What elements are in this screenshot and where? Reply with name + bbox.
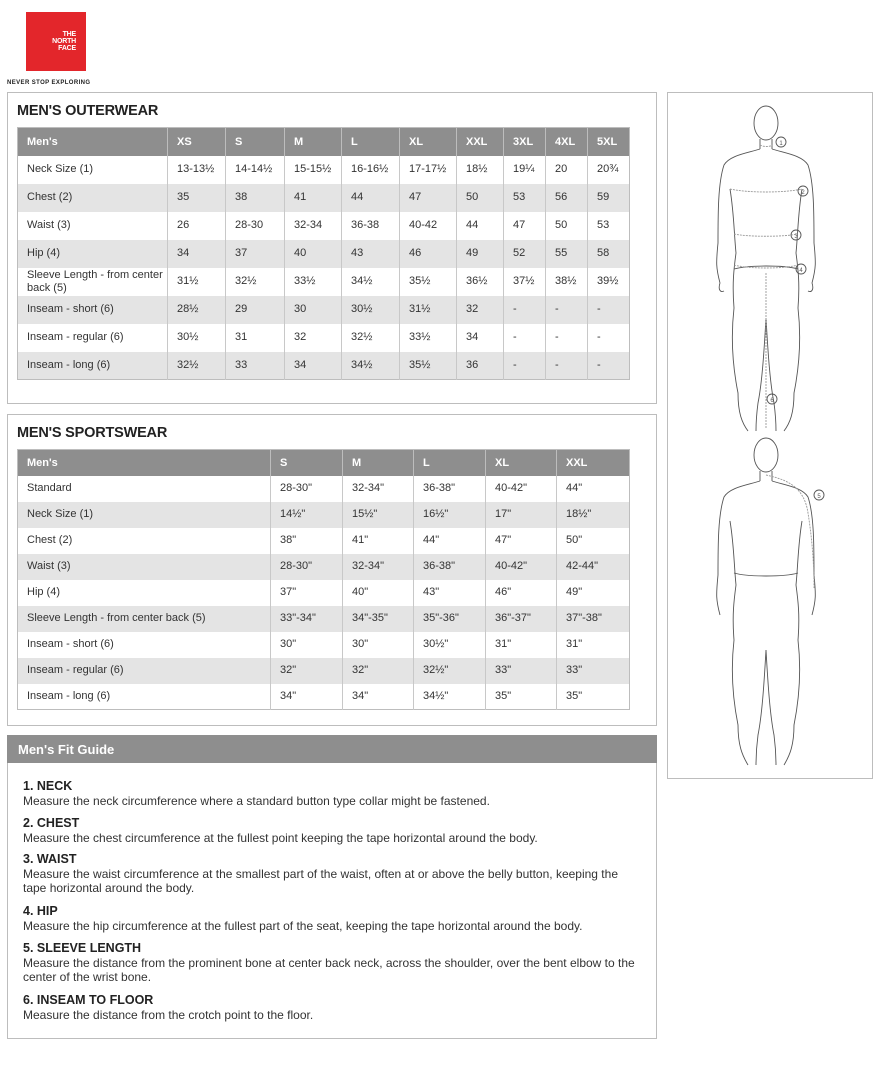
guide-item-hip	[23, 904, 643, 933]
measurement-label: Standard	[18, 476, 271, 502]
guide-item-chest	[23, 816, 643, 845]
guide-heading: 3. WAIST	[23, 852, 77, 866]
measurement-label: Waist (3)	[18, 212, 168, 240]
measurement-value: 26	[168, 212, 226, 240]
header-label: Men's	[18, 450, 271, 476]
measurement-value: 43"	[414, 580, 486, 606]
size-header: 3XL	[504, 128, 546, 156]
size-header: XXL	[457, 128, 504, 156]
table-row	[18, 554, 630, 580]
measurement-value: 28½	[168, 296, 226, 324]
brand-tagline: NEVER STOP EXPLORING	[7, 80, 91, 86]
measurement-value: -	[546, 296, 588, 324]
marker-1: 1	[779, 141, 783, 147]
guide-item-waist	[23, 852, 643, 895]
measurement-value: 28-30"	[271, 554, 343, 580]
measurement-value: 31½	[400, 296, 457, 324]
measurement-value: 41	[285, 184, 342, 212]
measurement-value: 42-44"	[557, 554, 630, 580]
size-header: XL	[486, 450, 557, 476]
table-row	[18, 476, 630, 502]
measurement-value: 32-34"	[343, 476, 414, 502]
table-row	[18, 658, 630, 684]
measurement-value: 56	[546, 184, 588, 212]
measurement-value: 14-14½	[226, 156, 285, 184]
measurement-value: 33½	[400, 324, 457, 352]
measurement-value: 14½"	[271, 502, 343, 528]
measurement-value: 33"	[486, 658, 557, 684]
measurement-value: 29	[226, 296, 285, 324]
guide-text: Measure the hip circumference at the fullest part of the seat, keeping the tape horizontal around the body.	[23, 919, 583, 933]
size-header: L	[414, 450, 486, 476]
measurement-value: 38"	[271, 528, 343, 554]
measurement-value: 34"-35"	[343, 606, 414, 632]
measurement-value: 15-15½	[285, 156, 342, 184]
measurement-value: -	[588, 296, 630, 324]
measurement-value: 31"	[486, 632, 557, 658]
body-figure-illustration	[668, 93, 874, 780]
measurement-value: 34	[168, 240, 226, 268]
marker-3: 3	[794, 234, 798, 240]
measurement-value: 43	[342, 240, 400, 268]
measurement-value: -	[546, 352, 588, 380]
guide-item-sleeve	[23, 941, 643, 984]
marker-6: 6	[770, 398, 774, 404]
size-header: 4XL	[546, 128, 588, 156]
table-row	[18, 184, 630, 212]
measurement-value: 17-17½	[400, 156, 457, 184]
guide-text: Measure the distance from the crotch point to the floor.	[23, 1008, 314, 1022]
measurement-value: 30"	[271, 632, 343, 658]
measurement-value: 20	[546, 156, 588, 184]
measurement-value: 30"	[343, 632, 414, 658]
brand-logo	[26, 12, 86, 71]
measurement-value: 36½	[457, 268, 504, 296]
measurement-value: 49	[457, 240, 504, 268]
size-header: S	[226, 128, 285, 156]
measurement-label: Hip (4)	[18, 580, 271, 606]
table-row	[18, 684, 630, 710]
measurement-value: 32"	[343, 658, 414, 684]
measurement-value: 53	[588, 212, 630, 240]
measurement-value: 18½	[457, 156, 504, 184]
measurement-value: 52	[504, 240, 546, 268]
measurement-value: 39½	[588, 268, 630, 296]
table-row	[18, 212, 630, 240]
table-row	[18, 632, 630, 658]
measurement-value: 59	[588, 184, 630, 212]
guide-heading: 6. INSEAM TO FLOOR	[23, 993, 154, 1007]
table-row	[18, 268, 630, 296]
logo-line-3: FACE	[58, 45, 76, 52]
measurement-value: 35"	[557, 684, 630, 710]
measurement-value: 13-13½	[168, 156, 226, 184]
guide-text: Measure the neck circumference where a standard button type collar might be fastened.	[23, 794, 490, 808]
measurement-value: 32	[457, 296, 504, 324]
logo-line-2: NORTH	[52, 38, 76, 45]
measurement-value: 44	[342, 184, 400, 212]
measurement-value: 37"-38"	[557, 606, 630, 632]
guide-text: Measure the waist circumference at the smallest part of the waist, often at or above the belly button, keeping the tape horizontal around the body.	[23, 867, 618, 895]
measurement-value: 58	[588, 240, 630, 268]
measurement-value: 41"	[343, 528, 414, 554]
back-figure	[717, 438, 824, 765]
measurement-label: Chest (2)	[18, 184, 168, 212]
table-row	[18, 240, 630, 268]
measurement-value: 36-38"	[414, 554, 486, 580]
measurement-value: 34"	[343, 684, 414, 710]
measurement-value: 47"	[486, 528, 557, 554]
guide-item-inseam	[23, 993, 643, 1022]
measurement-value: -	[504, 352, 546, 380]
measurement-value: 30½"	[414, 632, 486, 658]
sportswear-title: MEN'S SPORTSWEAR	[17, 425, 168, 441]
table-row	[18, 296, 630, 324]
measurement-value: 28-30"	[271, 476, 343, 502]
measurement-value: 32-34	[285, 212, 342, 240]
measurement-value: 16-16½	[342, 156, 400, 184]
size-header: M	[343, 450, 414, 476]
measurement-label: Inseam - short (6)	[18, 632, 271, 658]
measurement-value: 32½	[226, 268, 285, 296]
measurement-label: Neck Size (1)	[18, 502, 271, 528]
measurement-value: 31	[226, 324, 285, 352]
measurement-value: 31"	[557, 632, 630, 658]
measurement-value: 44"	[414, 528, 486, 554]
measurement-label: Neck Size (1)	[18, 156, 168, 184]
measurement-value: 36-38"	[414, 476, 486, 502]
measurement-value: 15½"	[343, 502, 414, 528]
measurement-value: 46	[400, 240, 457, 268]
measurement-value: 32½"	[414, 658, 486, 684]
measurement-value: 40-42"	[486, 476, 557, 502]
sportswear-header-row	[18, 450, 630, 476]
measurement-value: 40"	[343, 580, 414, 606]
guide-text: Measure the chest circumference at the fullest point keeping the tape horizontal around the body.	[23, 831, 538, 845]
measurement-value: 34½"	[414, 684, 486, 710]
outerwear-header-row	[18, 128, 630, 156]
measurement-label: Hip (4)	[18, 240, 168, 268]
measurement-value: 36"-37"	[486, 606, 557, 632]
measurement-label: Chest (2)	[18, 528, 271, 554]
table-row	[18, 502, 630, 528]
logo-text	[36, 31, 76, 52]
measurement-value: 47	[504, 212, 546, 240]
measurement-value: 35"	[486, 684, 557, 710]
logo-line-1: THE	[62, 31, 76, 38]
fit-guide-box	[7, 763, 657, 1039]
measurement-value: -	[504, 324, 546, 352]
table-row	[18, 156, 630, 184]
measurement-value: 20¾	[588, 156, 630, 184]
measurement-value: 35	[168, 184, 226, 212]
measurement-value: 35½	[400, 268, 457, 296]
measurement-value: 34½	[342, 268, 400, 296]
measurement-value: 44"	[557, 476, 630, 502]
measurement-label: Waist (3)	[18, 554, 271, 580]
measurement-value: 32"	[271, 658, 343, 684]
guide-text: Measure the distance from the prominent bone at center back neck, across the shoulder, over the bent elbow to the center of the wrist bone.	[23, 956, 635, 984]
measurement-value: 34½	[342, 352, 400, 380]
size-header: XL	[400, 128, 457, 156]
measurement-label: Inseam - regular (6)	[18, 324, 168, 352]
measurement-value: 40-42	[400, 212, 457, 240]
measurement-value: 50	[457, 184, 504, 212]
measurement-value: 50	[546, 212, 588, 240]
measurement-value: 35½	[400, 352, 457, 380]
measurement-label: Sleeve Length - from center back (5)	[18, 268, 168, 296]
measurement-value: 34	[285, 352, 342, 380]
measurement-value: 37	[226, 240, 285, 268]
measurement-label: Inseam - short (6)	[18, 296, 168, 324]
measurement-value: 30	[285, 296, 342, 324]
table-row	[18, 606, 630, 632]
sportswear-table	[17, 449, 630, 710]
measurement-value: 47	[400, 184, 457, 212]
guide-heading: 5. SLEEVE LENGTH	[23, 941, 142, 955]
measurement-figure-panel	[667, 92, 873, 779]
measurement-value: 37"	[271, 580, 343, 606]
table-row	[18, 580, 630, 606]
measurement-value: 32-34"	[343, 554, 414, 580]
measurement-value: 30½	[342, 296, 400, 324]
table-row	[18, 324, 630, 352]
measurement-value: 33"	[557, 658, 630, 684]
guide-heading: 1. NECK	[23, 779, 73, 793]
measurement-value: 34"	[271, 684, 343, 710]
size-header: L	[342, 128, 400, 156]
measurement-value: 50"	[557, 528, 630, 554]
front-figure	[717, 106, 816, 431]
measurement-value: 16½"	[414, 502, 486, 528]
measurement-value: -	[546, 324, 588, 352]
measurement-value: 38	[226, 184, 285, 212]
size-header: 5XL	[588, 128, 630, 156]
outerwear-table	[17, 127, 630, 380]
measurement-value: 33½	[285, 268, 342, 296]
measurement-value: 32	[285, 324, 342, 352]
measurement-value: 55	[546, 240, 588, 268]
measurement-value: 18½"	[557, 502, 630, 528]
marker-2: 2	[801, 190, 805, 196]
measurement-value: 53	[504, 184, 546, 212]
measurement-value: 30½	[168, 324, 226, 352]
measurement-value: 37½	[504, 268, 546, 296]
measurement-value: 49"	[557, 580, 630, 606]
measurement-value: 44	[457, 212, 504, 240]
measurement-value: 46"	[486, 580, 557, 606]
measurement-value: 32½	[168, 352, 226, 380]
guide-heading: 4. HIP	[23, 904, 58, 918]
fit-guide-title: Men's Fit Guide	[7, 735, 657, 763]
measurement-value: 31½	[168, 268, 226, 296]
measurement-value: 38½	[546, 268, 588, 296]
header-label: Men's	[18, 128, 168, 156]
measurement-value: 32½	[342, 324, 400, 352]
measurement-value: 36	[457, 352, 504, 380]
measurement-value: 28-30	[226, 212, 285, 240]
measurement-value: 33	[226, 352, 285, 380]
measurement-value: -	[588, 352, 630, 380]
measurement-value: 17"	[486, 502, 557, 528]
measurement-label: Inseam - long (6)	[18, 684, 271, 710]
measurement-value: 33"-34"	[271, 606, 343, 632]
marker-4: 4	[799, 268, 803, 274]
size-header: XS	[168, 128, 226, 156]
outerwear-title: MEN'S OUTERWEAR	[17, 103, 159, 119]
measurement-value: -	[504, 296, 546, 324]
measurement-label: Sleeve Length - from center back (5)	[18, 606, 271, 632]
measurement-value: 40	[285, 240, 342, 268]
guide-item-neck	[23, 779, 643, 808]
measurement-label: Inseam - long (6)	[18, 352, 168, 380]
table-row	[18, 528, 630, 554]
measurement-value: 36-38	[342, 212, 400, 240]
measurement-value: 40-42"	[486, 554, 557, 580]
measurement-value: 19¼	[504, 156, 546, 184]
size-header: XXL	[557, 450, 630, 476]
measurement-value: -	[588, 324, 630, 352]
size-header: S	[271, 450, 343, 476]
guide-heading: 2. CHEST	[23, 816, 80, 830]
measurement-value: 35"-36"	[414, 606, 486, 632]
size-header: M	[285, 128, 342, 156]
marker-5: 5	[817, 494, 821, 500]
measurement-value: 34	[457, 324, 504, 352]
measurement-label: Inseam - regular (6)	[18, 658, 271, 684]
table-row	[18, 352, 630, 380]
